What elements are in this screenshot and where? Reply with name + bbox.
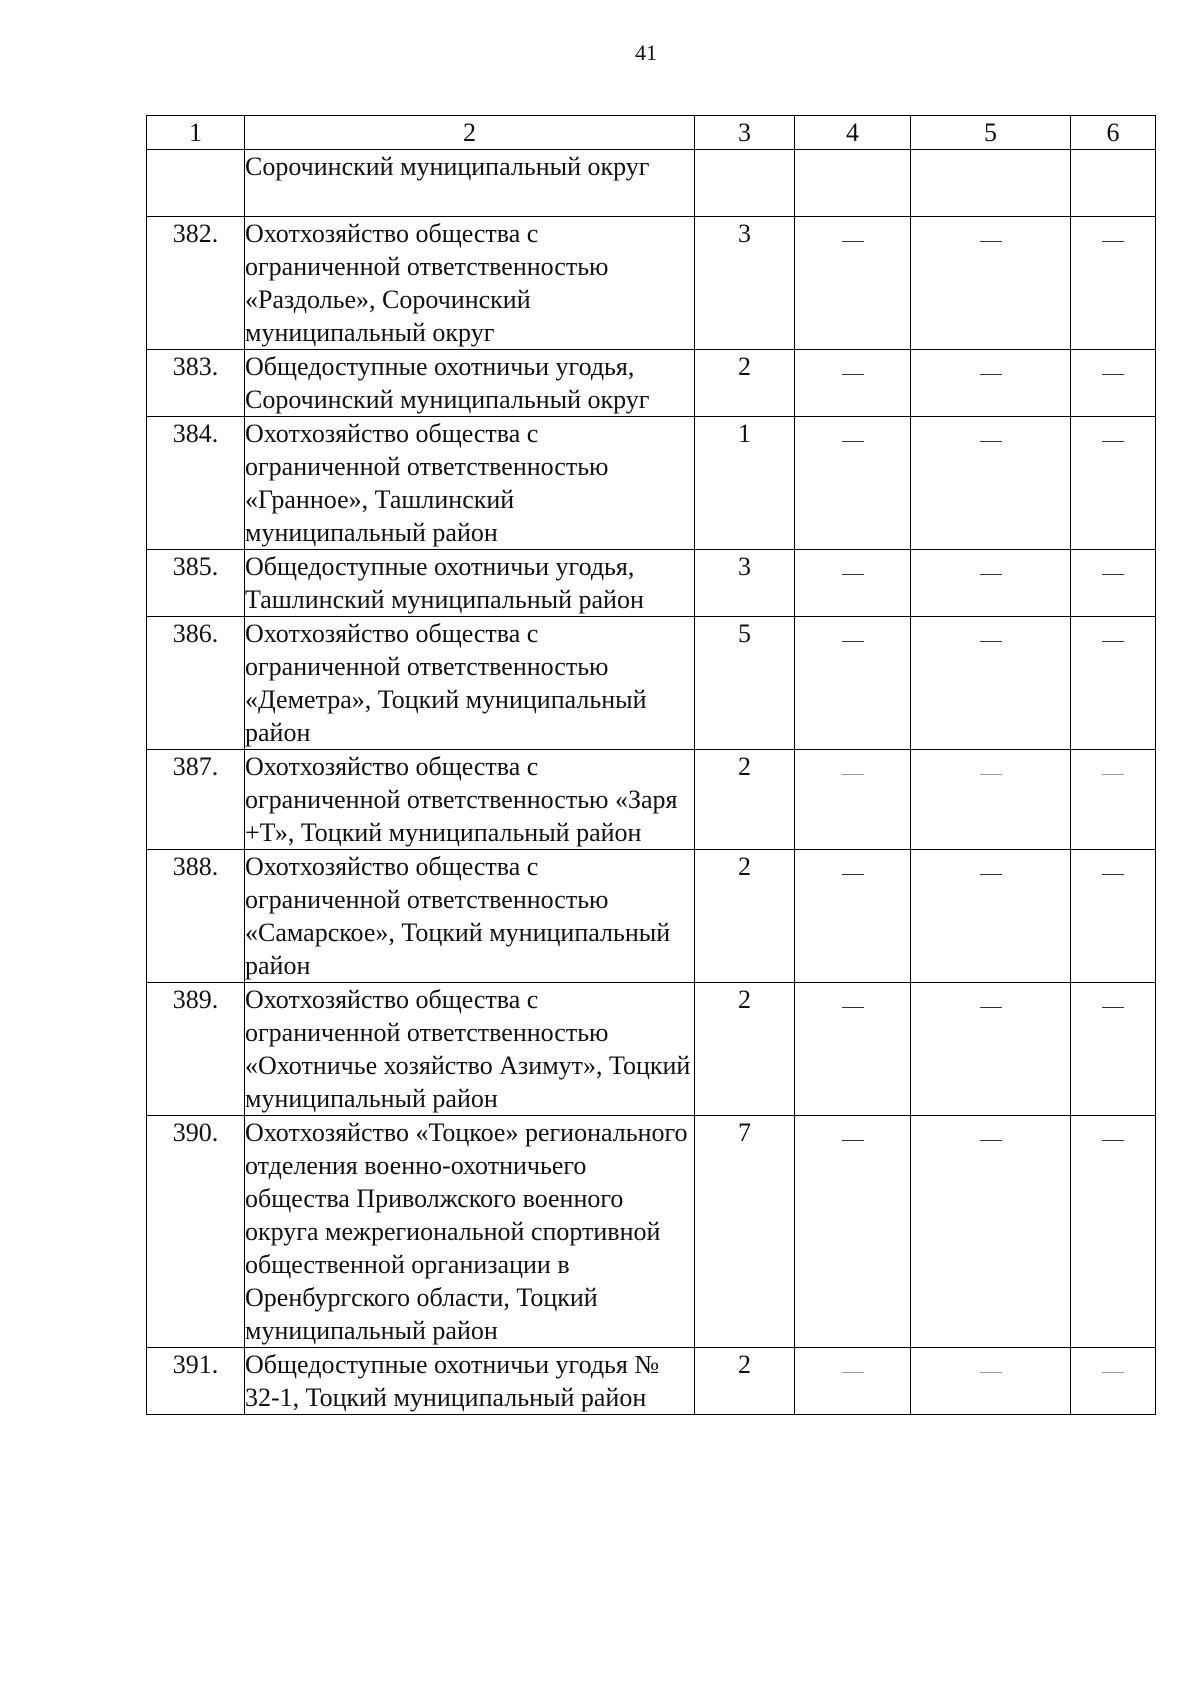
- table-header-row: [147, 116, 1156, 150]
- table-body: [147, 217, 1156, 1415]
- row-name-cell: Сорочинский муниципальный округ: [245, 150, 695, 217]
- dash-mark: [1102, 1372, 1124, 1373]
- row-col5-cell: [911, 150, 1071, 217]
- row-count-cell: 2: [695, 1348, 795, 1415]
- row-number-cell: 388.: [147, 850, 245, 983]
- dash-mark: [842, 1007, 864, 1008]
- row-number-cell: [147, 150, 245, 217]
- table-row: [147, 217, 1156, 350]
- row-count-cell: 3: [695, 217, 795, 350]
- table-row: [147, 1116, 1156, 1348]
- table-row: [147, 850, 1156, 983]
- row-number-cell: 383.: [147, 350, 245, 417]
- dash-mark: [1102, 874, 1124, 875]
- row-number-cell: 387.: [147, 750, 245, 850]
- row-col4-cell: [795, 150, 911, 217]
- dash-mark: [842, 574, 864, 575]
- row-col4-cell: [795, 417, 911, 550]
- dash-mark: [842, 1372, 864, 1373]
- row-col6-cell: [1071, 750, 1156, 850]
- column-header-4: 4: [795, 116, 911, 150]
- row-name-cell: Охотхозяйство общества с ограниченной ответственностью «Заря +Т», Тоцкий муниципальный район: [245, 750, 695, 850]
- row-name-cell: Охотхозяйство «Тоцкое» регионального отделения военно-охотничьего общества Приволжского военного округа межрегиональной спортивной общественной организации в Оренбургского области, Тоцкий муниципальный район: [245, 1116, 695, 1348]
- row-col4-cell: [795, 1348, 911, 1415]
- row-name-cell: Общедоступные охотничьи угодья, Сорочинский муниципальный округ: [245, 350, 695, 417]
- row-col4-cell: [795, 350, 911, 417]
- row-col6-cell: [1071, 217, 1156, 350]
- dash-mark: [842, 874, 864, 875]
- row-count-cell: 2: [695, 850, 795, 983]
- row-col4-cell: [795, 983, 911, 1116]
- row-col5-cell: [911, 983, 1071, 1116]
- row-name-cell: Общедоступные охотничьи угодья, Ташлинский муниципальный район: [245, 550, 695, 617]
- column-header-2: 2: [245, 116, 695, 150]
- row-col6-cell: [1071, 350, 1156, 417]
- table-row: [147, 983, 1156, 1116]
- dash-mark: [1102, 641, 1124, 642]
- row-col4-cell: [795, 617, 911, 750]
- row-col5-cell: [911, 417, 1071, 550]
- row-col5-cell: [911, 850, 1071, 983]
- row-count-cell: 7: [695, 1116, 795, 1348]
- dash-mark: [842, 1140, 864, 1141]
- table-row: [147, 750, 1156, 850]
- row-col4-cell: [795, 850, 911, 983]
- row-col4-cell: [795, 750, 911, 850]
- row-col6-cell: [1071, 1348, 1156, 1415]
- dash-mark: [842, 241, 864, 242]
- row-col6-cell: [1071, 617, 1156, 750]
- dash-mark: [980, 774, 1002, 775]
- row-count-cell: 2: [695, 750, 795, 850]
- column-header-3: 3: [695, 116, 795, 150]
- dash-mark: [842, 774, 864, 775]
- dash-mark: [980, 641, 1002, 642]
- dash-mark: [1102, 441, 1124, 442]
- table-row: [147, 350, 1156, 417]
- dash-mark: [980, 374, 1002, 375]
- row-col6-cell: [1071, 983, 1156, 1116]
- row-count-cell: 1: [695, 417, 795, 550]
- row-number-cell: 390.: [147, 1116, 245, 1348]
- row-number-cell: 386.: [147, 617, 245, 750]
- row-col5-cell: [911, 750, 1071, 850]
- row-name-cell: Охотхозяйство общества с ограниченной ответственностью «Гранное», Ташлинский муниципальный район: [245, 417, 695, 550]
- dash-mark: [980, 441, 1002, 442]
- dash-mark: [842, 441, 864, 442]
- hunting-grounds-table: [146, 115, 1156, 1415]
- row-col5-cell: [911, 217, 1071, 350]
- row-col5-cell: [911, 350, 1071, 417]
- table-row: [147, 417, 1156, 550]
- dash-mark: [1102, 374, 1124, 375]
- row-count-cell: 5: [695, 617, 795, 750]
- table-row: [147, 1348, 1156, 1415]
- row-col5-cell: [911, 1348, 1071, 1415]
- dash-mark: [980, 574, 1002, 575]
- dash-mark: [842, 374, 864, 375]
- row-col6-cell: [1071, 417, 1156, 550]
- dash-mark: [980, 1372, 1002, 1373]
- row-col5-cell: [911, 617, 1071, 750]
- row-number-cell: 382.: [147, 217, 245, 350]
- row-number-cell: 385.: [147, 550, 245, 617]
- row-name-cell: Охотхозяйство общества с ограниченной ответственностью «Раздолье», Сорочинский муниципальный округ: [245, 217, 695, 350]
- row-col6-cell: [1071, 1116, 1156, 1348]
- dash-mark: [1102, 1140, 1124, 1141]
- row-count-cell: 2: [695, 983, 795, 1116]
- column-header-5: 5: [911, 116, 1071, 150]
- row-count-cell: [695, 150, 795, 217]
- page-number: 41: [635, 40, 657, 65]
- row-name-cell: Охотхозяйство общества с ограниченной ответственностью «Самарское», Тоцкий муниципальный район: [245, 850, 695, 983]
- table-row: [147, 617, 1156, 750]
- row-count-cell: 3: [695, 550, 795, 617]
- row-name-cell: Охотхозяйство общества с ограниченной ответственностью «Охотничье хозяйство Азимут», Тоцкий муниципальный район: [245, 983, 695, 1116]
- row-number-cell: 391.: [147, 1348, 245, 1415]
- row-name-cell: Общедоступные охотничьи угодья № 32-1, Тоцкий муниципальный район: [245, 1348, 695, 1415]
- row-col4-cell: [795, 217, 911, 350]
- dash-mark: [1102, 241, 1124, 242]
- row-col5-cell: [911, 1116, 1071, 1348]
- dash-mark: [980, 1140, 1002, 1141]
- dash-mark: [842, 641, 864, 642]
- row-col6-cell: [1071, 850, 1156, 983]
- row-number-cell: 384.: [147, 417, 245, 550]
- dash-mark: [1102, 574, 1124, 575]
- row-count-cell: 2: [695, 350, 795, 417]
- row-number-cell: 389.: [147, 983, 245, 1116]
- row-col5-cell: [911, 550, 1071, 617]
- row-name-cell: Охотхозяйство общества с ограниченной ответственностью «Деметра», Тоцкий муниципальный район: [245, 617, 695, 750]
- dash-mark: [1102, 774, 1124, 775]
- table-row: [147, 550, 1156, 617]
- dash-mark: [980, 874, 1002, 875]
- column-header-6: 6: [1071, 116, 1156, 150]
- dash-mark: [1102, 1007, 1124, 1008]
- row-col4-cell: [795, 550, 911, 617]
- column-header-1: 1: [147, 116, 245, 150]
- dash-mark: [980, 1007, 1002, 1008]
- dash-mark: [980, 241, 1002, 242]
- table-row-continuation: [147, 150, 1156, 217]
- row-col6-cell: [1071, 550, 1156, 617]
- row-col6-cell: [1071, 150, 1156, 217]
- row-col4-cell: [795, 1116, 911, 1348]
